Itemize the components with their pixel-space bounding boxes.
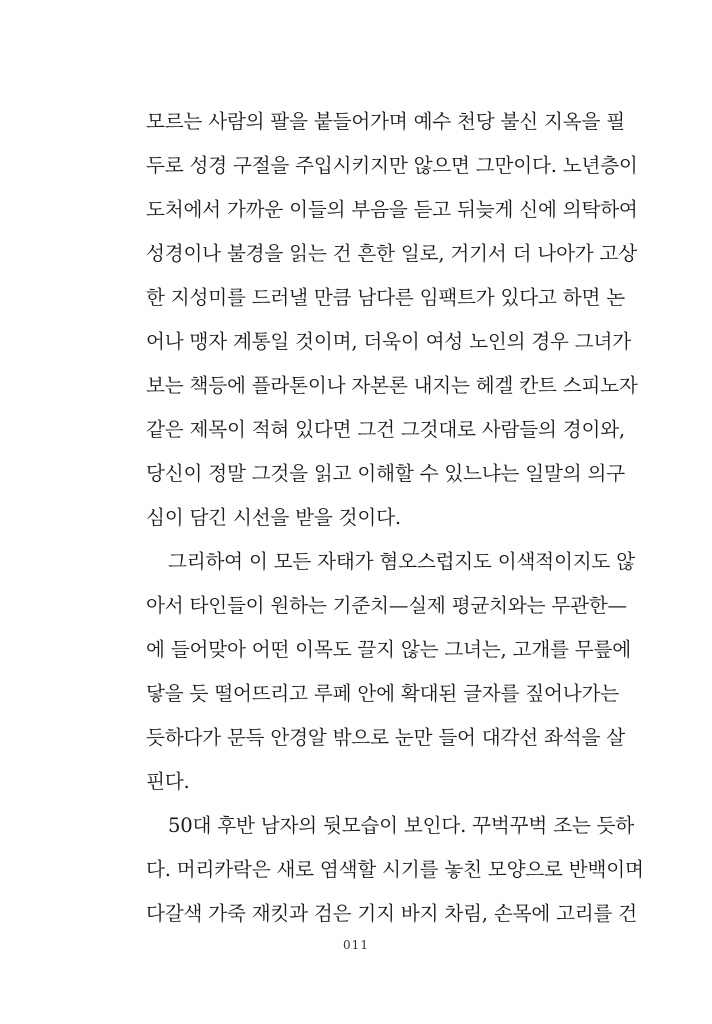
text-line: 성경이나 불경을 읽는 건 흔한 일로, 거기서 더 나아가 고상 — [146, 242, 638, 265]
text-line: 다. 머리카락은 새로 염색할 시기를 놓친 모양으로 반백이며 — [146, 858, 644, 881]
text-line: 핀다. — [146, 770, 190, 793]
page-number: 011 — [343, 938, 369, 952]
text-line: 같은 제목이 적혀 있다면 그건 그것대로 사람들의 경이와, — [146, 418, 625, 441]
text-line: 그리하여 이 모든 자태가 혐오스럽지도 이색적이지도 않 — [168, 550, 635, 573]
text-line: 한 지성미를 드러낼 만큼 남다른 임팩트가 있다고 하면 논 — [146, 286, 625, 309]
text-line: 다갈색 가죽 재킷과 검은 기지 바지 차림, 손목에 고리를 건 — [146, 902, 638, 925]
text-line: 보는 책등에 플라톤이나 자본론 내지는 헤겔 칸트 스피노자 — [146, 374, 638, 397]
text-line: 50대 후반 남자의 뒷모습이 보인다. 꾸벅꾸벅 조는 듯하 — [168, 814, 635, 837]
text-line: 어나 맹자 계통일 것이며, 더욱이 여성 노인의 경우 그녀가 — [146, 330, 631, 353]
text-line: 닿을 듯 떨어뜨리고 루페 안에 확대된 글자를 짚어나가는 — [146, 682, 619, 705]
text-line: 당신이 정말 그것을 읽고 이해할 수 있느냐는 일말의 의구 — [146, 462, 625, 485]
text-line: 에 들어맞아 어떤 이목도 끌지 않는 그녀는, 고개를 무릎에 — [146, 638, 631, 661]
text-line: 듯하다가 문득 안경알 밖으로 눈만 들어 대각선 좌석을 살 — [146, 726, 625, 749]
text-line: 아서 타인들이 원하는 기준치—실제 평균치와는 무관한— — [146, 594, 627, 617]
text-line: 두로 성경 구절을 주입시키지만 않으면 그만이다. 노년층이 — [146, 154, 638, 177]
text-line: 도처에서 가까운 이들의 부음을 듣고 뒤늦게 신에 의탁하여 — [146, 198, 638, 221]
text-line: 모르는 사람의 팔을 붙들어가며 예수 천당 불신 지옥을 필 — [146, 110, 625, 133]
body-text — [146, 100, 644, 936]
text-line: 심이 담긴 시선을 받을 것이다. — [146, 506, 401, 529]
